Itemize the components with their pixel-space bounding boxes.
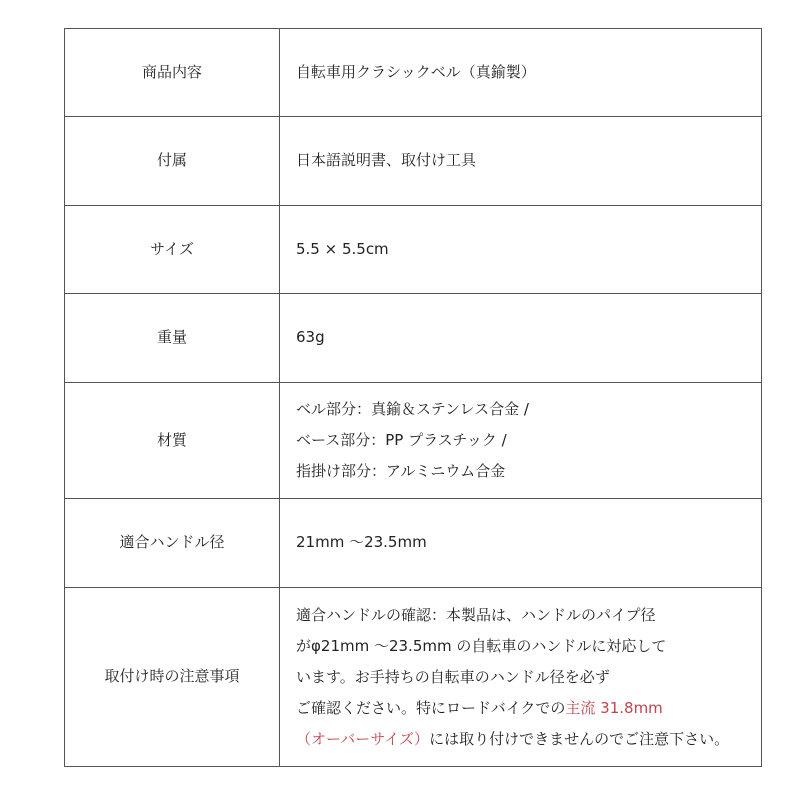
notes-highlight-oversize-diameter: 主流 31.8mm: [565, 698, 663, 717]
spec-label-material: 材質: [65, 383, 280, 499]
spec-value-material: [280, 383, 762, 499]
spec-value-line: 適合ハンドルの確認：本製品は、ハンドルのパイプ径: [296, 605, 656, 624]
spec-value-line: 5.5 × 5.5cm: [296, 239, 389, 258]
notes-highlight-oversize: （オーバーサイズ）: [296, 729, 430, 748]
spec-label-size: サイズ: [65, 206, 280, 294]
spec-label-install-notes: 取付け時の注意事項: [65, 588, 280, 767]
spec-value-line: 指掛け部分：アルミニウム合金: [296, 462, 506, 480]
spec-value-line: 日本語説明書、取付け工具: [296, 151, 477, 170]
notes-line5-text: には取り付けできませんのでご注意下さい。: [429, 729, 730, 748]
spec-row-accessories: [65, 117, 762, 206]
spec-value-line: 自転車用クラシックベル（真鍮製）: [296, 62, 536, 81]
spec-label-handle-diameter: 適合ハンドル径: [65, 499, 280, 588]
spec-value-line: 63g: [296, 328, 325, 347]
spec-row-weight: [65, 294, 762, 383]
spec-value-line: ベース部分：PP プラスチック /: [296, 431, 507, 449]
spec-value-size: [280, 206, 762, 294]
spec-row-product-content: [65, 29, 762, 117]
product-spec-table: [64, 28, 762, 767]
spec-value-accessories: [280, 117, 762, 206]
spec-value-line: がφ21mm ～23.5mm の自転車のハンドルに対応して: [296, 636, 667, 655]
spec-row-handle-diameter: [65, 499, 762, 588]
spec-label-product-content: 商品内容: [65, 29, 280, 117]
spec-label-accessories: 付属: [65, 117, 280, 206]
spec-value-line: います。お手持ちの自転車のハンドル径を必ず: [296, 667, 610, 686]
spec-value-line: 21mm ～23.5mm: [296, 533, 427, 552]
spec-value-weight: [280, 294, 762, 383]
spec-value-line: [296, 724, 753, 755]
spec-value-product-content: [280, 29, 762, 117]
spec-row-size: [65, 206, 762, 294]
notes-line4-text: ご確認ください。特にロードバイクでの: [296, 698, 566, 717]
spec-value-handle-diameter: [280, 499, 762, 588]
spec-row-material: [65, 383, 762, 499]
spec-value-line: ベル部分：真鍮＆ステンレス合金 /: [296, 400, 529, 418]
spec-row-install-notes: [65, 588, 762, 767]
spec-value-install-notes: [280, 588, 762, 767]
spec-label-weight: 重量: [65, 294, 280, 383]
spec-value-line: [296, 693, 753, 724]
